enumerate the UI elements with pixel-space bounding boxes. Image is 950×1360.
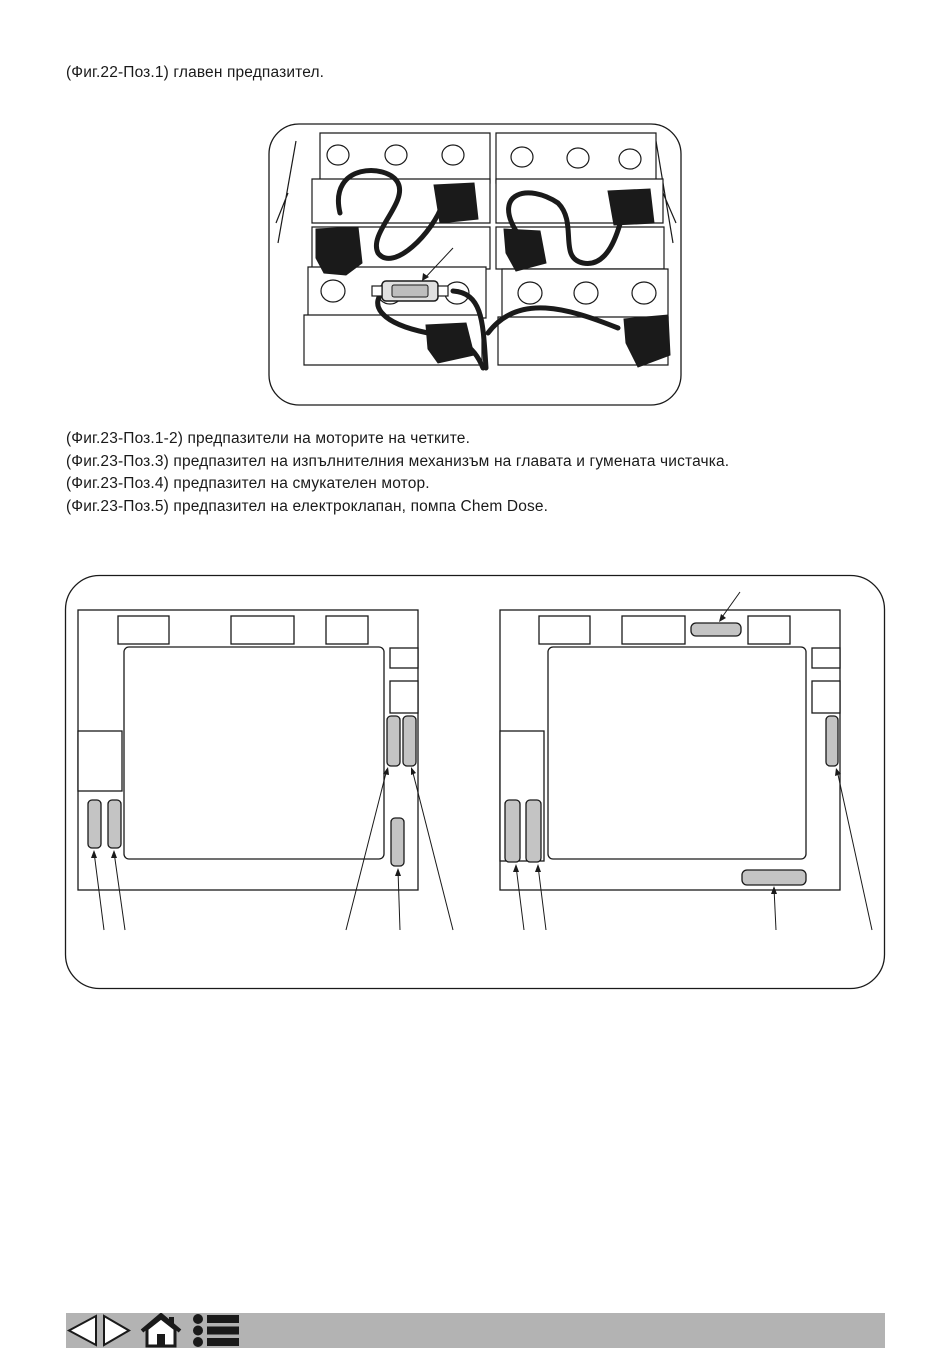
next-page-icon[interactable] <box>102 1313 132 1348</box>
contents-list-icon[interactable] <box>190 1313 240 1348</box>
fig23-caption-pos5: (Фиг.23-Поз.5) предпазител на електроклапан, помпа Chem Dose. <box>66 497 549 515</box>
fig23-control-board-fuses-diagram <box>64 574 886 990</box>
fig23-caption-pos4: (Фиг.23-Поз.4) предпазител на смукателен мотор. <box>66 475 430 492</box>
fig22-battery-main-fuse-illustration <box>268 123 683 407</box>
fig23-caption-pos1-2: (Фиг.23-Поз.1-2) предпазители на моторите на четките. <box>66 430 471 447</box>
fig23-caption-pos3: (Фиг.23-Поз.3) предпазител на изпълнителния механизъм на главата и гумената чистачка. <box>66 452 730 470</box>
board-right <box>500 610 840 890</box>
prev-page-icon[interactable] <box>66 1313 100 1348</box>
home-icon[interactable] <box>140 1313 182 1348</box>
fig22-caption: (Фиг.22-Поз.1) главен предпазител. <box>66 64 325 81</box>
page-navigation-bar <box>66 1313 885 1348</box>
fig23-captions <box>66 428 729 518</box>
